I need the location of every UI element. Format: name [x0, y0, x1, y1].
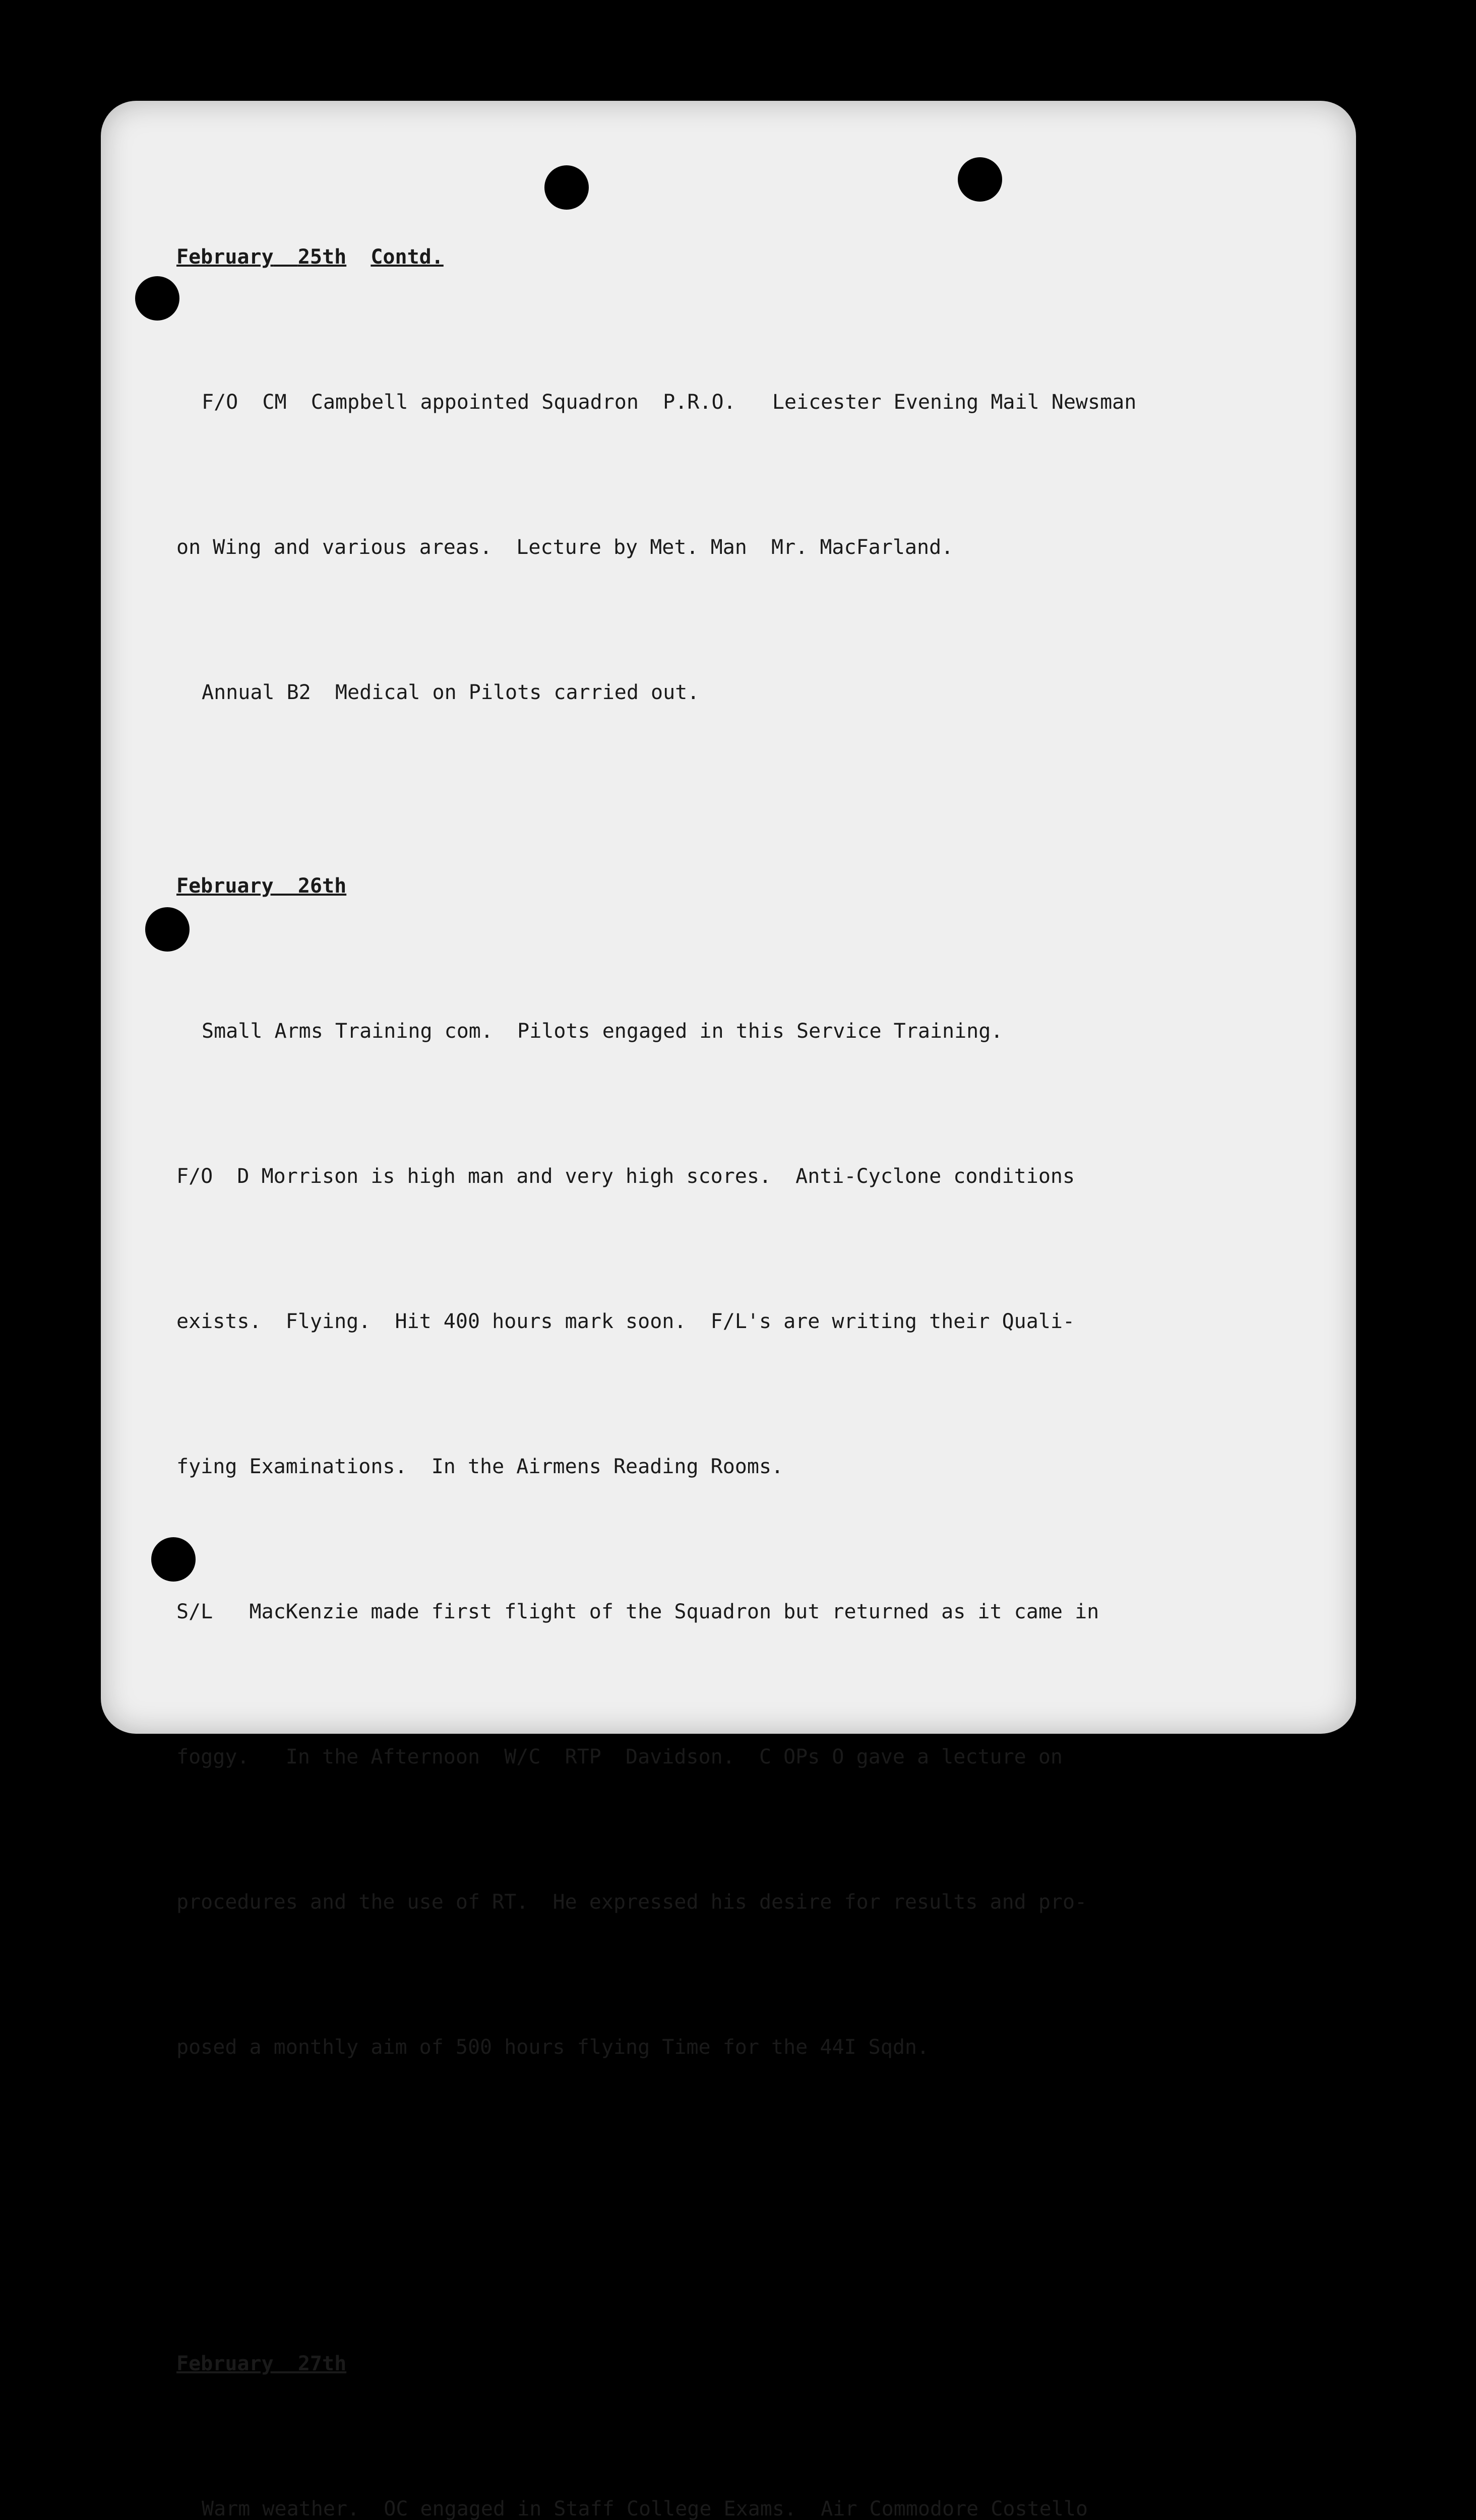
text-line: fying Examinations. In the Airmens Reading Rooms. [176, 1455, 784, 1478]
text-line: F/O CM Campbell appointed Squadron P.R.O. Leicester Evening Mail Newsman [202, 391, 1137, 414]
header-month: February [176, 245, 274, 269]
text-line: procedures and the use of RT. He expressed his desire for results and pro- [176, 1891, 1087, 1914]
text-line: S/L MacKenzie made first flight of the Squadron but returned as it came in [176, 1600, 1099, 1623]
text-line: F/O D Morrison is high man and very high scores. Anti-Cyclone conditions [176, 1165, 1075, 1188]
header-day: 25th [297, 245, 347, 269]
text-line: foggy. In the Afternoon W/C RTP Davidson. C OPs O gave a lecture on [176, 1745, 1063, 1769]
date-header-feb25 [176, 233, 1265, 281]
text-line: posed a monthly aim of 500 hours flying Time for the 44I Sqdn. [176, 2036, 930, 2059]
punch-hole [135, 276, 179, 321]
text-line: Small Arms Training com. Pilots engaged in this Service Training. [202, 1020, 1003, 1043]
date-header-feb26: February 26th [176, 874, 347, 898]
text-line: on Wing and various areas. Lecture by Met. Man Mr. MacFarland. [176, 536, 954, 559]
text-line: exists. Flying. Hit 400 hours mark soon. F/L's are writing their Quali- [176, 1310, 1075, 1333]
header-contd: Contd. [371, 245, 444, 269]
text-line: Warm weather. OC engaged in Staff College Exams. Air Commodore Costello [202, 2497, 1088, 2520]
diary-text [176, 136, 1265, 2520]
date-header-feb27: February 27th [176, 2352, 347, 2375]
text-line: Annual B2 Medical on Pilots carried out. [202, 681, 700, 704]
